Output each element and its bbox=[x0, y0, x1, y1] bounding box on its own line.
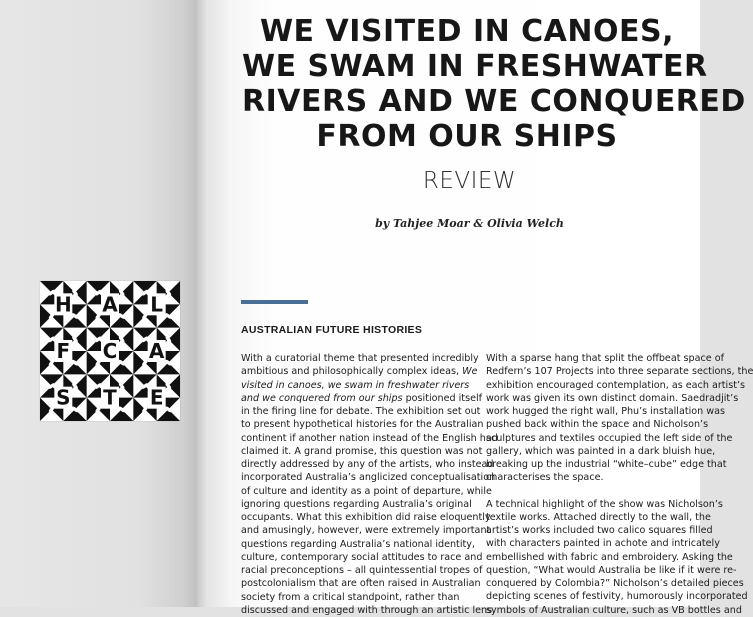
body-line: Redfern’s 107 Projects into three separate sections, the bbox=[486, 366, 753, 378]
body-line: with characters painted in achote and intricately bbox=[486, 538, 720, 550]
body-line: racial preconceptions – all quintessential tropes of bbox=[241, 565, 483, 576]
body-line bbox=[241, 365, 478, 378]
body-line: culture, contemporary social attitudes to race and bbox=[241, 551, 483, 563]
body-text: ambitious and philosophically complex ideas, bbox=[241, 366, 463, 378]
body-column-2 bbox=[486, 352, 753, 617]
article-subtitle: REVIEW bbox=[422, 168, 517, 194]
body-column-1 bbox=[241, 352, 498, 617]
artwork-letter: A bbox=[102, 292, 118, 317]
artwork-letter: C bbox=[102, 339, 118, 363]
section-heading: AUSTRALIAN FUTURE HISTORIES bbox=[241, 324, 423, 336]
left-page bbox=[0, 0, 200, 607]
work-title-italic: visited in canoes, we swam in freshwater rivers bbox=[241, 379, 470, 391]
artwork-letter: A bbox=[148, 339, 165, 363]
body-line: in the firing line for debate. The exhibition set out bbox=[241, 406, 481, 417]
body-line: to present hypothetical histories for the Australian bbox=[241, 419, 484, 431]
body-line: incorporated Australia’s anglicized conceptualisation bbox=[241, 472, 496, 484]
work-title-italic: We bbox=[462, 366, 478, 378]
body-line: textile works. Attached directly to the wall, the bbox=[486, 511, 711, 523]
body-line: A technical highlight of the show was Nicholson’s bbox=[486, 498, 723, 510]
artwork-pattern bbox=[40, 281, 180, 421]
body-line: of culture and identity as a point of departure, while bbox=[241, 485, 492, 497]
body-line: breaking up the industrial “white–cube” edge that bbox=[486, 459, 727, 470]
artwork-letter: E bbox=[149, 385, 164, 410]
byline: by Tahjee Moar & Olivia Welch bbox=[375, 217, 564, 230]
body-line: pushed back within the space and Nicholson’s bbox=[486, 419, 709, 431]
body-line: With a sparse hang that split the offbeat space of bbox=[486, 353, 724, 364]
body-line: and amusingly, however, were extremely important bbox=[241, 525, 491, 537]
article-title-line-4: FROM OUR SHIPS bbox=[316, 119, 618, 154]
body-line: sculptures and textiles occupied the left side of the bbox=[486, 432, 733, 444]
body-line: artist’s works included two calico squares filled bbox=[486, 525, 713, 536]
body-line: With a curatorial theme that presented incredibly bbox=[241, 353, 479, 364]
body-line bbox=[241, 392, 483, 405]
body-line: occupants. What this exhibition did raise eloquently bbox=[241, 512, 491, 523]
body-line: postcolonialism that are often raised in Australian bbox=[241, 578, 481, 590]
body-line: continent if another nation instead of the English had bbox=[241, 432, 498, 444]
body-line: directly addressed by any of the artists, who instead bbox=[241, 459, 494, 470]
body-line: characterises the space. bbox=[486, 472, 604, 484]
body-line: work was given its own distinct domain. Saedradjit’s bbox=[486, 392, 739, 404]
half-caste-artwork bbox=[40, 281, 180, 421]
body-line: embellished with fabric and embroidery. Asking the bbox=[486, 551, 733, 563]
body-line: claimed it. A grand promise, this question was not bbox=[241, 445, 483, 457]
body-line: exhibition encouraged contemplation, as each artist’s bbox=[486, 379, 746, 391]
body-line: symbols of Australian culture, such as VB bottles and bbox=[486, 604, 742, 616]
body-line: question, “What would Australia be like if it were re- bbox=[486, 564, 737, 576]
article-title-line-1: WE VISITED IN CANOES, bbox=[259, 14, 675, 49]
body-line: questions regarding Australia’s national identity, bbox=[241, 538, 475, 550]
artwork-letter: L bbox=[150, 292, 164, 317]
body-line: work hugged the right wall, Phu’s installation was bbox=[486, 406, 725, 417]
body-line: gallery, which was painted in a dark bluish hue, bbox=[486, 445, 716, 457]
article-title-line-3: RIVERS AND WE CONQUERED bbox=[242, 84, 746, 119]
body-line-italic bbox=[241, 379, 470, 392]
artwork-letter: H bbox=[54, 292, 72, 317]
body-line: ignoring questions regarding Australia’s original bbox=[241, 498, 472, 510]
accent-rule bbox=[241, 300, 308, 304]
artwork-letter: F bbox=[56, 339, 71, 363]
body-text: positioned itself bbox=[402, 392, 483, 404]
work-title-italic: and we conquered from our ships bbox=[241, 392, 403, 404]
body-line: society from a critical standpoint, rather than bbox=[241, 591, 460, 603]
article-title-line-2: WE SWAM IN FRESHWATER bbox=[242, 49, 708, 84]
body-line: depicting scenes of festivity, humorously incorporated bbox=[486, 591, 748, 603]
paragraph-gap bbox=[486, 485, 726, 498]
artwork-letter: T bbox=[103, 385, 117, 410]
body-line: discussed and engaged with through an artistic lens. bbox=[241, 604, 496, 616]
body-line: conquered by Colombia?” Nicholson’s detailed pieces bbox=[486, 578, 744, 589]
artwork-letter: S bbox=[56, 385, 71, 410]
